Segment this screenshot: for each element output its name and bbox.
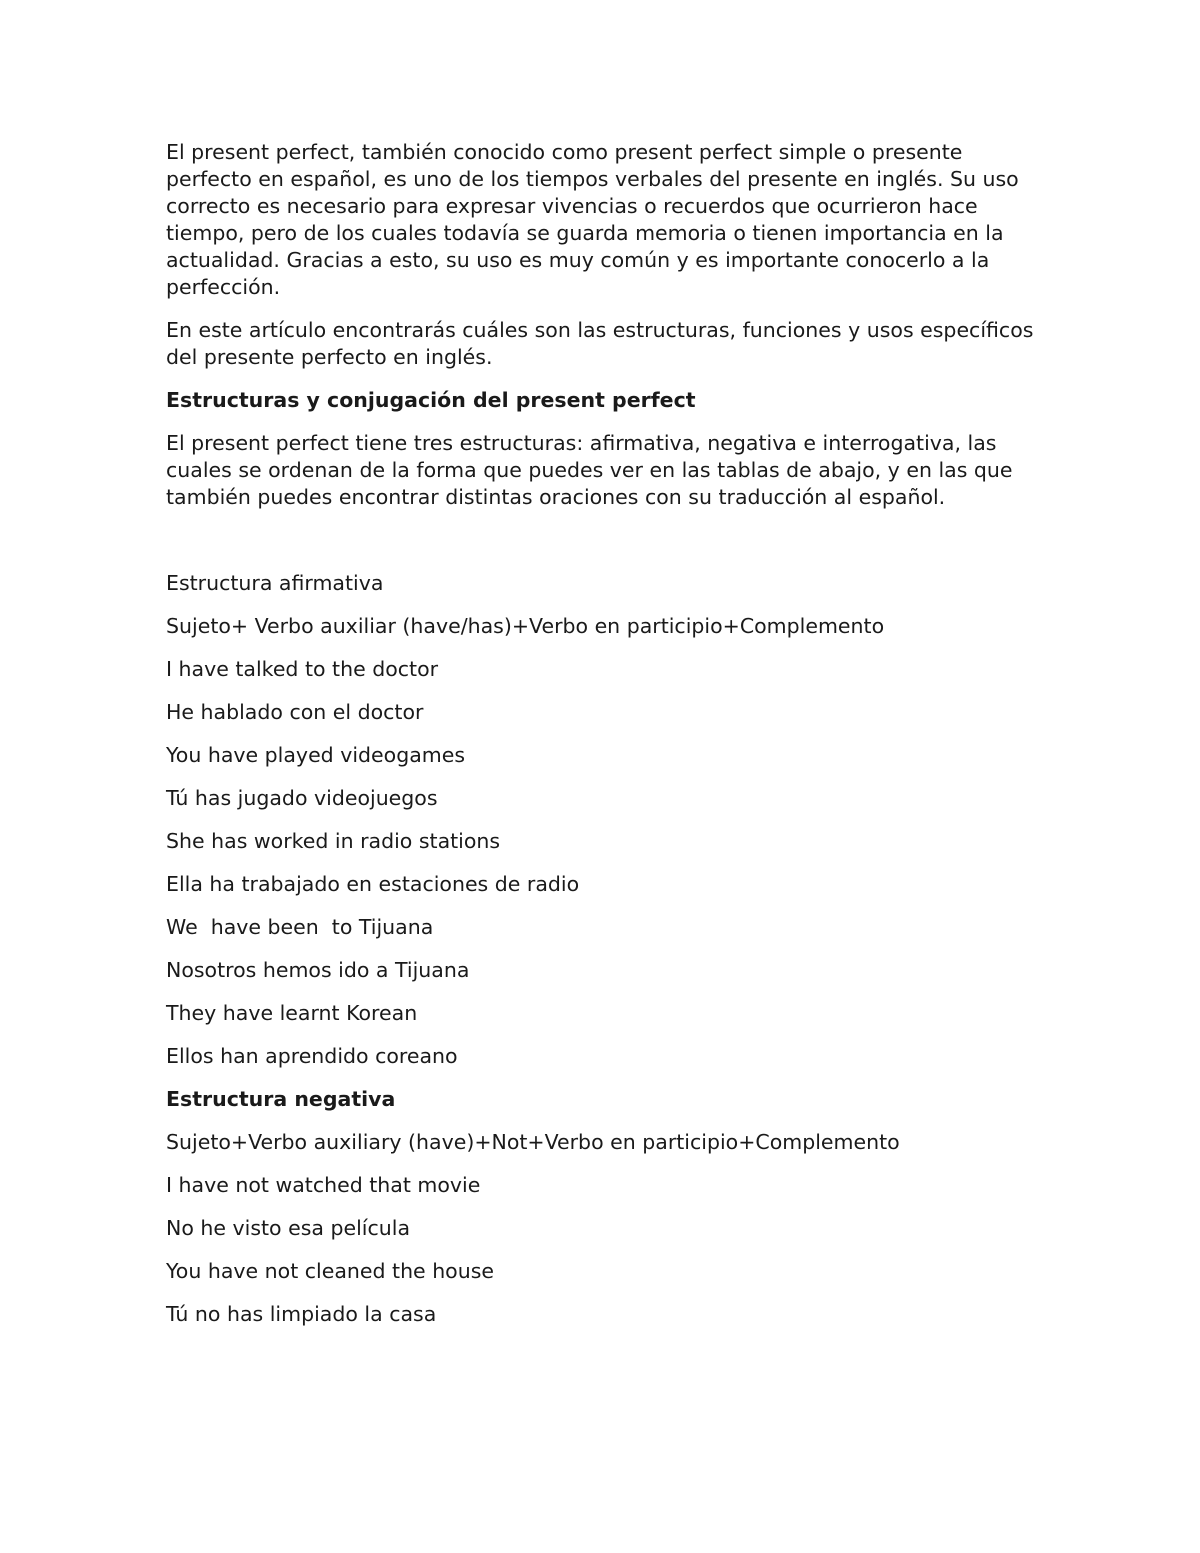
example-line: Ella ha trabajado en estaciones de radio — [166, 872, 580, 896]
example-line: You have played videogames — [166, 743, 466, 767]
example-line: No he visto esa película — [166, 1216, 411, 1240]
example-line: I have talked to the doctor — [166, 657, 439, 681]
example-line: You have not cleaned the house — [166, 1259, 495, 1283]
example-line: They have learnt Korean — [166, 1001, 418, 1025]
document-page — [166, 139, 1036, 1344]
affirmative-title: Estructura afirmativa — [166, 571, 384, 595]
example-line: Nosotros hemos ido a Tijuana — [166, 958, 470, 982]
intro-paragraph-2: En este artículo encontrarás cuáles son las estructuras, funciones y usos específicos del presente perfecto en inglés. — [166, 318, 1034, 369]
example-line: Tú has jugado videojuegos — [166, 786, 438, 810]
negative-formula: Sujeto+Verbo auxiliary (have)+Not+Verbo en participio+Complemento — [166, 1130, 900, 1154]
affirmative-section — [166, 570, 1036, 1070]
blank-line — [166, 527, 1036, 570]
affirmative-formula: Sujeto+ Verbo auxiliar (have/has)+Verbo en participio+Complemento — [166, 614, 885, 638]
structures-paragraph: El present perfect tiene tres estructuras: afirmativa, negativa e interrogativa, las cuales se ordenan de la forma que puedes ver en las tablas de abajo, y en las que también puedes encontrar distintas oraciones con su traducción al español. — [166, 431, 1013, 509]
negative-section — [166, 1086, 1036, 1328]
example-line: I have not watched that movie — [166, 1173, 481, 1197]
example-line: We have been to Tijuana — [166, 915, 434, 939]
structures-heading: Estructuras y conjugación del present perfect — [166, 388, 696, 412]
example-line: He hablado con el doctor — [166, 700, 424, 724]
intro-paragraph-1: El present perfect, también conocido como present perfect simple o presente perfecto en español, es uno de los tiempos verbales del presente en inglés. Su uso correcto es necesario para expresar vivencias o recuerdos que ocurrieron hace tiempo, pero de los cuales todavía se guarda memoria o tienen importancia en la actualidad. Gracias a esto, su uso es muy común y es importante conocerlo a la perfección. — [166, 140, 1019, 299]
example-line: Ellos han aprendido coreano — [166, 1044, 458, 1068]
example-line: She has worked in radio stations — [166, 829, 501, 853]
negative-title: Estructura negativa — [166, 1087, 396, 1111]
example-line: Tú no has limpiado la casa — [166, 1302, 437, 1326]
